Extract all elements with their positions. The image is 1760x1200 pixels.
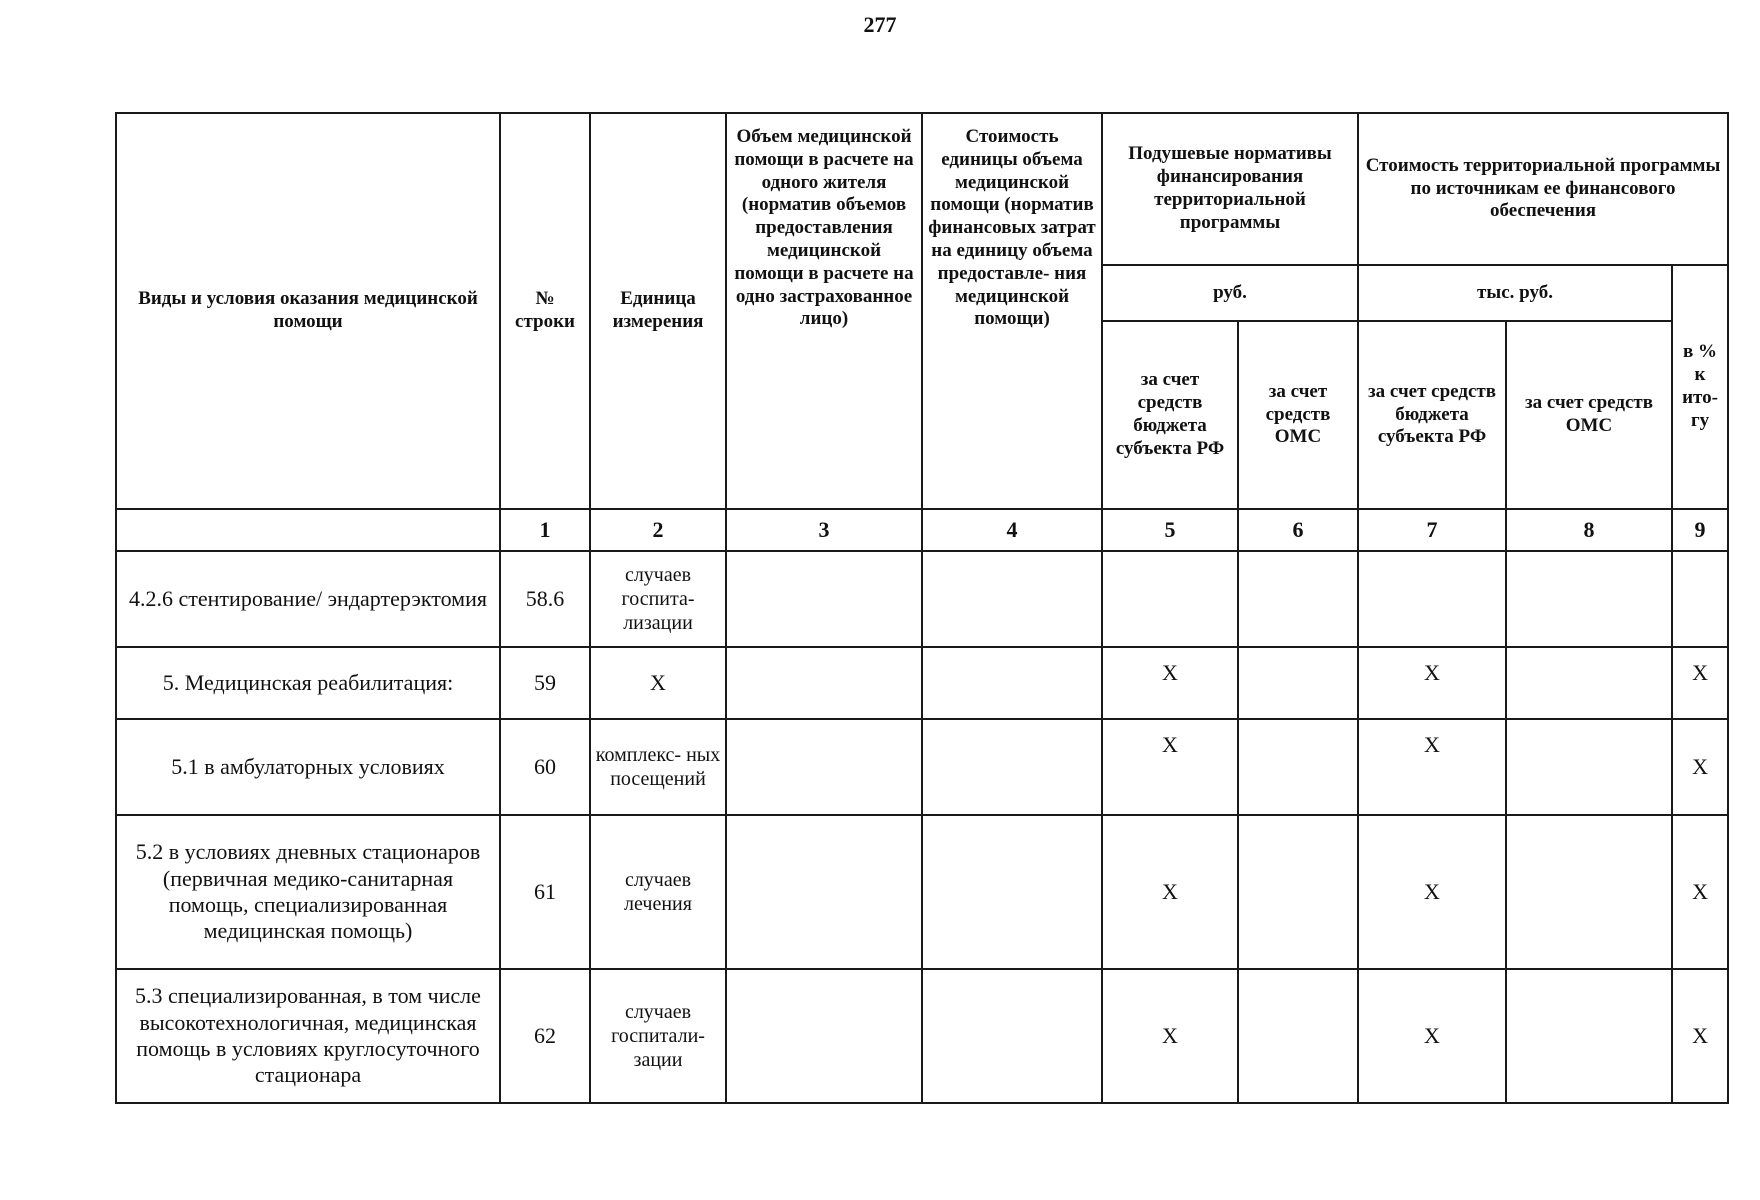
- column-number-blank: [116, 509, 500, 551]
- value-cell: X: [1672, 647, 1728, 719]
- row-number-cell: 61: [500, 815, 590, 969]
- value-cell: [922, 815, 1102, 969]
- value-cell: X: [1672, 815, 1728, 969]
- value-cell: [1506, 551, 1672, 647]
- table-row: [116, 719, 1728, 815]
- value-cell: [922, 969, 1102, 1103]
- value-cell: [1506, 815, 1672, 969]
- header-volume-per-capita: Объем медицинской помощи в расчете на одного жителя (норматив объемов предоставления медицинской помощи в расчете на одно застрахованное лицо): [726, 113, 922, 509]
- value-cell: X: [1102, 969, 1238, 1103]
- column-number: 3: [726, 509, 922, 551]
- header-thousand-rub: тыс. руб.: [1358, 265, 1672, 321]
- value-cell: [726, 551, 922, 647]
- row-number-cell: 60: [500, 719, 590, 815]
- header-unit: Единица измерения: [590, 113, 726, 509]
- value-cell: [1506, 719, 1672, 815]
- header-rub: руб.: [1102, 265, 1358, 321]
- page-number: 277: [863, 12, 897, 37]
- row-number-cell: 58.6: [500, 551, 590, 647]
- value-cell: [1238, 969, 1358, 1103]
- value-cell: [726, 719, 922, 815]
- unit-cell: случаев госпита- лизации: [590, 551, 726, 647]
- care-type-cell: 5.1 в амбулаторных условиях: [116, 719, 500, 815]
- value-cell: [1238, 719, 1358, 815]
- value-cell: [1238, 815, 1358, 969]
- care-type-cell: 5. Медицинская реабилитация:: [116, 647, 500, 719]
- value-cell: [1506, 969, 1672, 1103]
- territorial-program-table: [115, 112, 1729, 1104]
- column-number: 1: [500, 509, 590, 551]
- value-cell: X: [1672, 969, 1728, 1103]
- column-number: 4: [922, 509, 1102, 551]
- value-cell: [1102, 551, 1238, 647]
- value-cell: X: [1358, 815, 1506, 969]
- value-cell: [1672, 551, 1728, 647]
- care-type-cell: 4.2.6 стентирование/ эндартерэктомия: [116, 551, 500, 647]
- value-cell: [1358, 551, 1506, 647]
- column-number: 6: [1238, 509, 1358, 551]
- header-budget-thousand-rub: за счет средств бюджета субъекта РФ: [1358, 321, 1506, 509]
- table-row: [116, 647, 1728, 719]
- care-type-cell: 5.3 специализированная, в том числе высокотехнологичная, медицинская помощь в условиях круглосуточного стационара: [116, 969, 500, 1103]
- value-cell: X: [1358, 647, 1506, 719]
- value-cell: X: [1358, 719, 1506, 815]
- value-cell: X: [1102, 815, 1238, 969]
- value-cell: X: [1102, 647, 1238, 719]
- value-cell: [726, 647, 922, 719]
- value-cell: [922, 719, 1102, 815]
- header-budget-rub: за счет средств бюджета субъекта РФ: [1102, 321, 1238, 509]
- unit-cell: комплекс- ных посещений: [590, 719, 726, 815]
- header-care-type: Виды и условия оказания медицинской помощи: [116, 113, 500, 509]
- value-cell: [1506, 647, 1672, 719]
- row-number-cell: 62: [500, 969, 590, 1103]
- value-cell: [922, 551, 1102, 647]
- header-oms-thousand-rub: за счет средств ОМС: [1506, 321, 1672, 509]
- value-cell: [726, 969, 922, 1103]
- column-number: 7: [1358, 509, 1506, 551]
- value-cell: X: [1358, 969, 1506, 1103]
- value-cell: [922, 647, 1102, 719]
- value-cell: X: [1102, 719, 1238, 815]
- value-cell: [1238, 551, 1358, 647]
- table-row: [116, 551, 1728, 647]
- header-row-number: № строки: [500, 113, 590, 509]
- column-number: 9: [1672, 509, 1728, 551]
- header-unit-cost: Стоимость единицы объема медицинской помощи (норматив финансовых затрат на единицу объема предоставле- ния медицинской помощи): [922, 113, 1102, 509]
- unit-cell: X: [590, 647, 726, 719]
- column-number-row: [116, 509, 1728, 551]
- care-type-cell: 5.2 в условиях дневных стационаров (первичная медико-санитарная помощь, специализированная медицинская помощь): [116, 815, 500, 969]
- column-number: 8: [1506, 509, 1672, 551]
- unit-cell: случаев госпитали- зации: [590, 969, 726, 1103]
- table-row: [116, 969, 1728, 1103]
- value-cell: [726, 815, 922, 969]
- column-number: 2: [590, 509, 726, 551]
- value-cell: [1238, 647, 1358, 719]
- value-cell: X: [1672, 719, 1728, 815]
- header-percent-of-total: в % к ито- гу: [1672, 265, 1728, 509]
- header-oms-rub: за счет средств ОМС: [1238, 321, 1358, 509]
- unit-cell: случаев лечения: [590, 815, 726, 969]
- header-program-cost: Стоимость территориальной программы по источникам ее финансового обеспечения: [1358, 113, 1728, 265]
- row-number-cell: 59: [500, 647, 590, 719]
- column-number: 5: [1102, 509, 1238, 551]
- header-per-capita-norms: Подушевые нормативы финансирования территориальной программы: [1102, 113, 1358, 265]
- table-row: [116, 815, 1728, 969]
